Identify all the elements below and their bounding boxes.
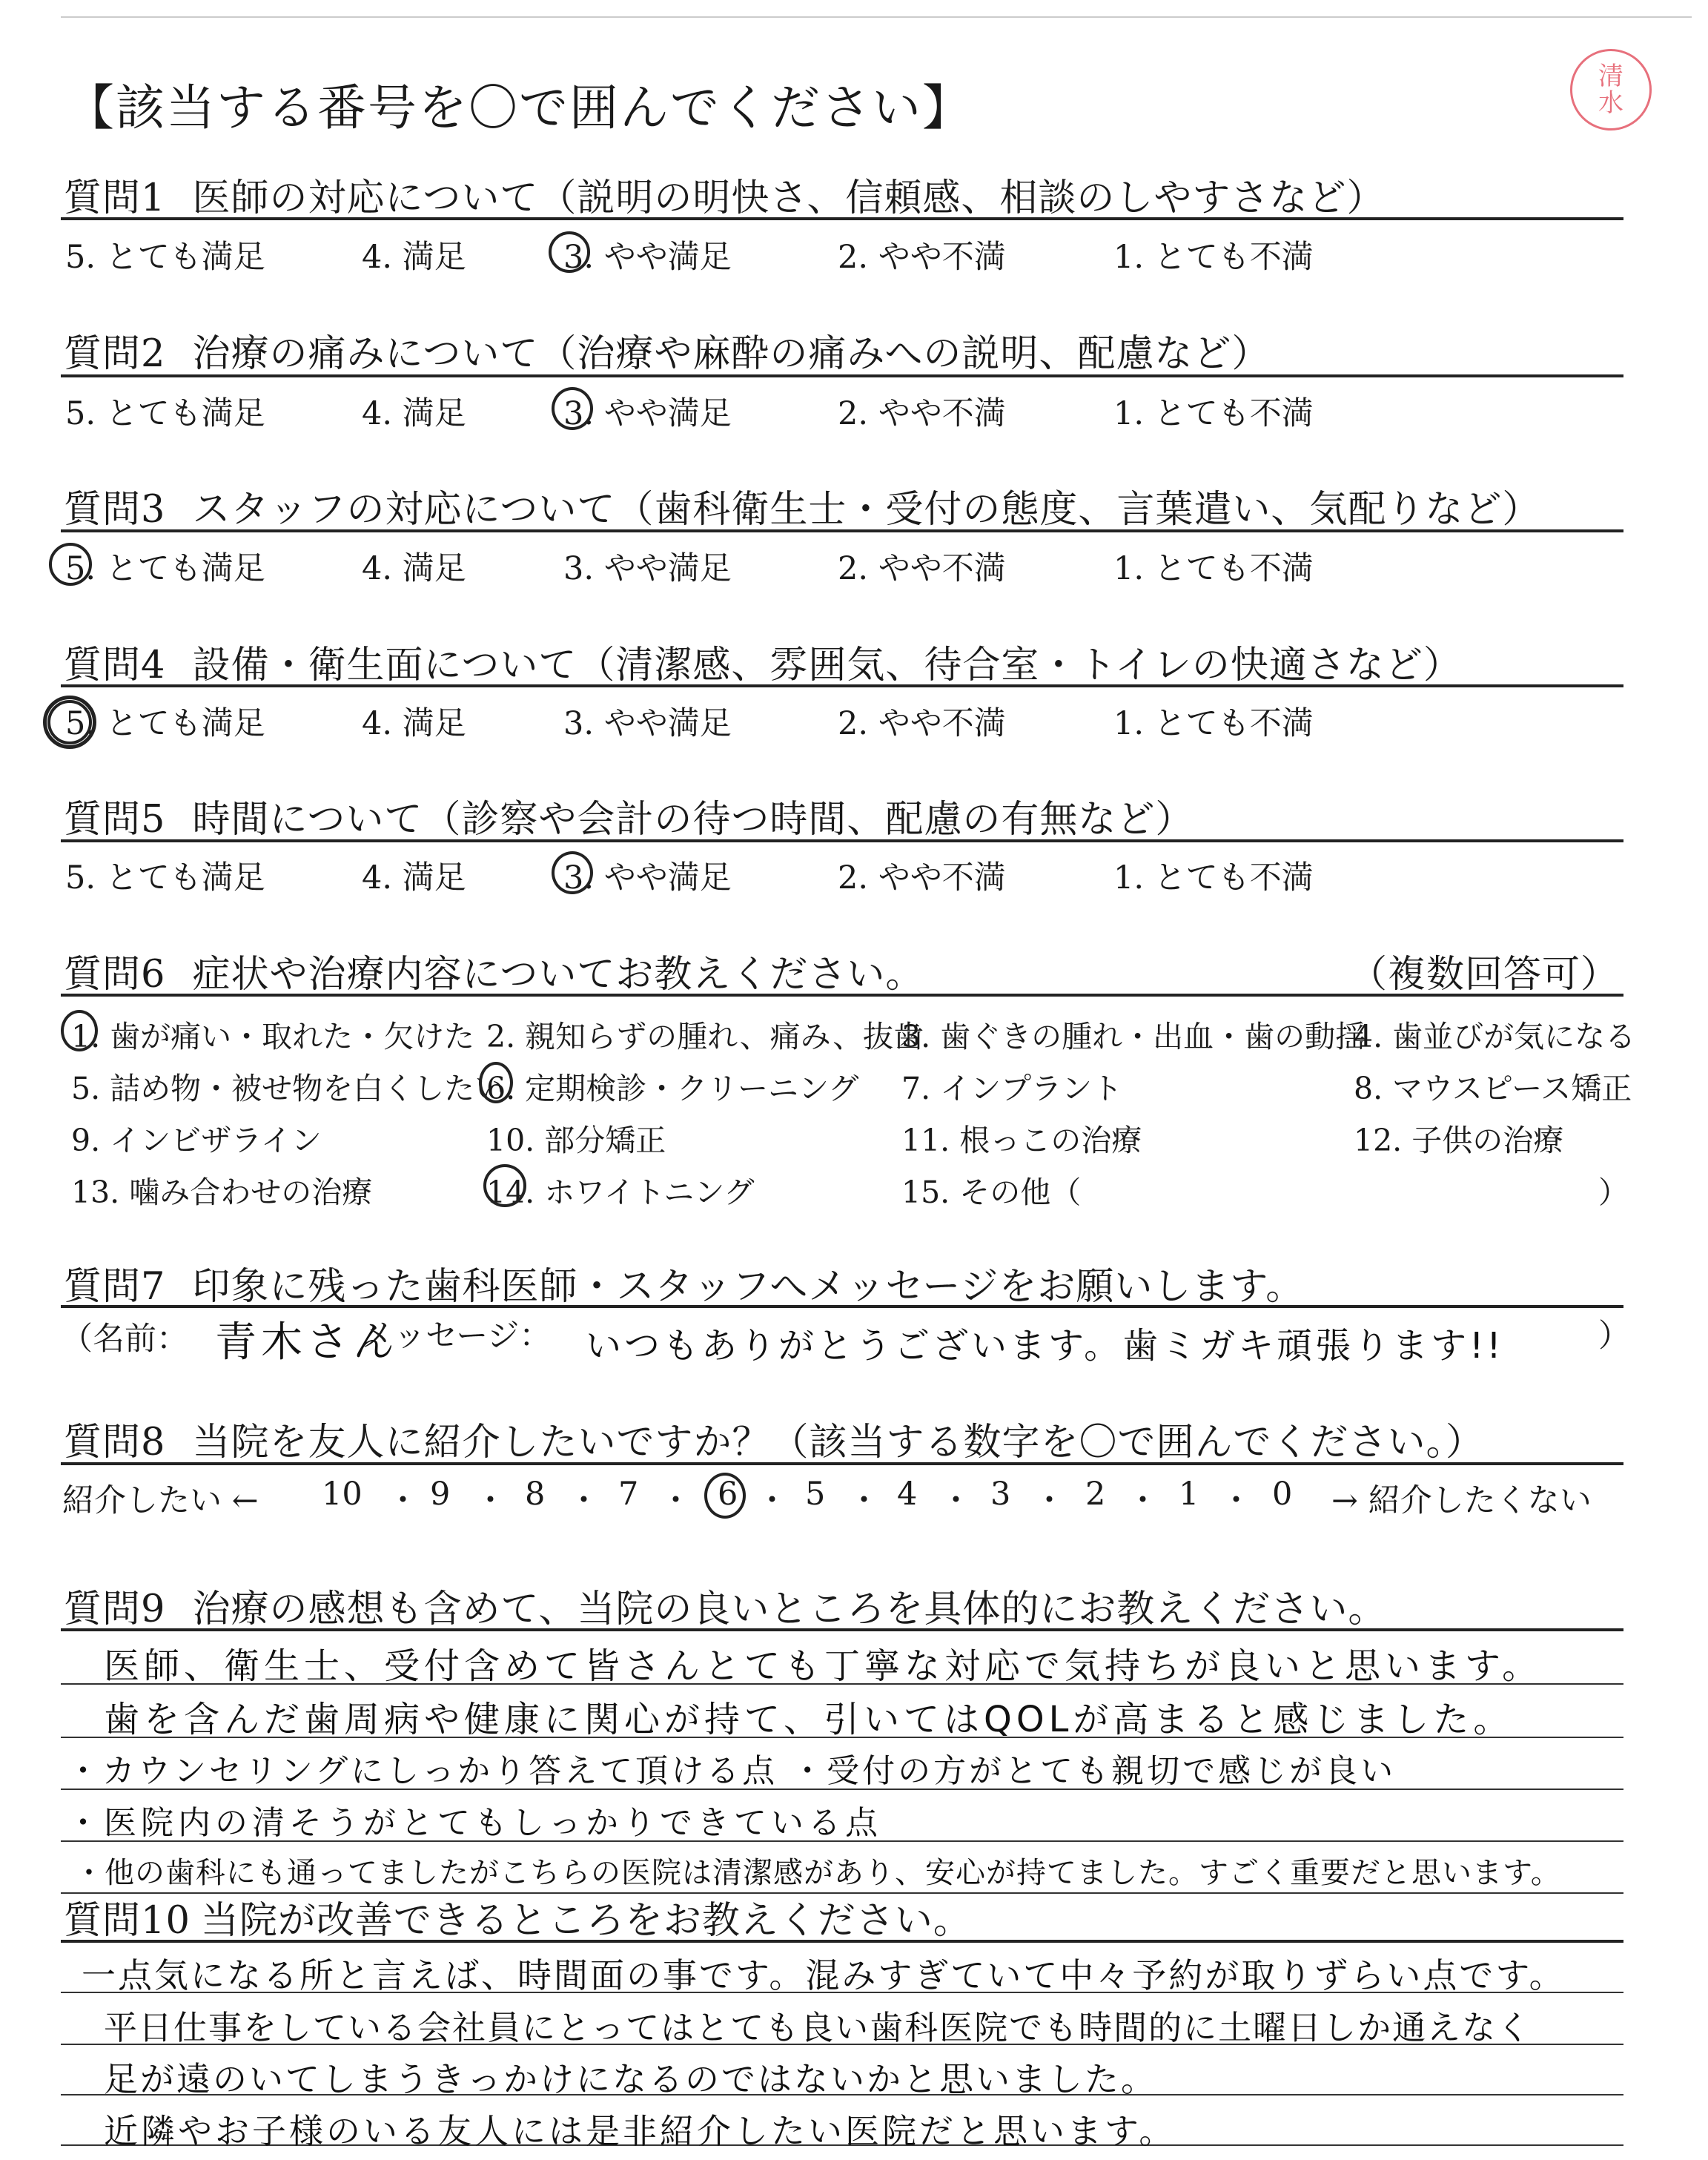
q2-text: 治療の痛みについて（治療や麻酔の痛みへの説明、配慮など） <box>192 332 1271 376</box>
q1-option-2[interactable]: 2. やや不満 <box>838 239 1006 276</box>
q9-answer-line-1[interactable]: 医師、衛生士、受付含めて皆さんとても丁寧な対応で気持ちが良いと思います。 <box>104 1645 1543 1687</box>
q4-title <box>64 634 1462 689</box>
q7-message-value[interactable]: いつもありがとうございます。歯ミガキ頑張ります!! <box>586 1325 1504 1367</box>
q5-label: 質問5 <box>64 798 166 842</box>
q3-title <box>64 478 1540 533</box>
q6-option-15[interactable]: 15. その他（ <box>901 1175 1082 1210</box>
q10-label: 質問10 <box>64 1899 191 1943</box>
q4-option-2[interactable]: 2. やや不満 <box>838 705 1006 742</box>
q5-text: 時間について（診察や会計の待つ時間、配慮の有無など） <box>192 798 1194 842</box>
q4-option-1[interactable]: 1. とても不満 <box>1113 705 1314 742</box>
q3-rule <box>61 529 1623 532</box>
q8-scale-6[interactable]: 6 <box>718 1476 738 1513</box>
q8-scale-4[interactable]: 4 <box>897 1476 918 1513</box>
q7-message-label: メッセージ： <box>362 1318 552 1355</box>
q8-sep: ・ <box>1127 1482 1159 1519</box>
q8-scale-8[interactable]: 8 <box>525 1476 546 1513</box>
q9-answer-line-5[interactable]: ・他の歯科にも通ってましたがこちらの医院は清潔感があり、安心が持てました。すごく重要だと思います。 <box>74 1856 1561 1890</box>
q9-label: 質問9 <box>64 1588 166 1631</box>
q8-sep: ・ <box>940 1482 972 1519</box>
q9-answer-line-4[interactable]: ・医院内の清そうがとてもしっかりできている点 <box>67 1804 882 1842</box>
q1-option-3[interactable]: 3. やや満足 <box>563 239 732 276</box>
q8-sep: ・ <box>1220 1482 1252 1519</box>
q2-option-4[interactable]: 4. 満足 <box>362 395 466 432</box>
q6-option-3[interactable]: 3. 歯ぐきの腫れ・出血・歯の動揺 <box>901 1019 1366 1054</box>
q8-sep: ・ <box>568 1482 600 1519</box>
q3-option-3[interactable]: 3. やや満足 <box>563 550 732 587</box>
q6-option-13[interactable]: 13. 噛み合わせの治療 <box>71 1175 373 1210</box>
q10-answer-line-1[interactable]: 一点気になる所と言えば、時間面の事です。混みすぎていて中々予約が取りずらい点です。 <box>82 1955 1566 1995</box>
q1-option-4[interactable]: 4. 満足 <box>362 239 466 276</box>
q1-text: 医師の対応について（説明の明快さ、信頼感、相談のしやすさなど） <box>192 176 1386 220</box>
q2-rule <box>61 374 1623 377</box>
q4-option-4[interactable]: 4. 満足 <box>362 705 466 742</box>
q6-option-8[interactable]: 8. マウスピース矯正 <box>1354 1071 1632 1106</box>
q8-scale-0[interactable]: 0 <box>1272 1476 1293 1513</box>
q6-option-9[interactable]: 9. インビザライン <box>71 1123 322 1158</box>
q4-option-5[interactable]: 5. とても満足 <box>65 705 265 742</box>
q6-option-2[interactable]: 2. 親知らずの腫れ、痛み、抜歯 <box>486 1019 924 1054</box>
q2-option-1[interactable]: 1. とても不満 <box>1113 395 1314 432</box>
q4-option-3[interactable]: 3. やや満足 <box>563 705 732 742</box>
q5-option-1[interactable]: 1. とても不満 <box>1113 859 1314 896</box>
q2-title <box>64 323 1270 377</box>
q6-option-5[interactable]: 5. 詰め物・被せ物を白くしたい <box>71 1071 506 1106</box>
top-border <box>61 16 1692 18</box>
q2-label: 質問2 <box>64 332 166 376</box>
q9-title <box>64 1578 1386 1633</box>
q3-text: スタッフの対応について（歯科衛生士・受付の態度、言葉遣い、気配りなど） <box>192 488 1541 532</box>
q6-option-1[interactable]: 1. 歯が痛い・取れた・欠けた <box>71 1019 475 1054</box>
q8-scale-2[interactable]: 2 <box>1085 1476 1106 1513</box>
q8-title <box>64 1411 1484 1466</box>
q7-name-value[interactable]: 青木さん <box>215 1318 399 1367</box>
q6-selection-circle-6 <box>479 1062 513 1103</box>
q8-left-label: 紹介したい ← <box>62 1482 259 1519</box>
page-title: 【該当する番号を〇で囲んでください】 <box>65 79 973 136</box>
q6-label: 質問6 <box>64 953 166 997</box>
q3-label: 質問3 <box>64 488 166 532</box>
q7-rule <box>61 1305 1623 1308</box>
q5-selection-circle <box>552 851 593 894</box>
q10-title <box>64 1889 972 1944</box>
q5-option-4[interactable]: 4. 満足 <box>362 859 466 896</box>
q1-label: 質問1 <box>64 176 166 220</box>
q8-scale-3[interactable]: 3 <box>990 1476 1011 1513</box>
q7-title <box>64 1255 1304 1310</box>
q8-sep: ・ <box>660 1482 692 1519</box>
q3-option-2[interactable]: 2. やや不満 <box>838 550 1006 587</box>
q10-answer-line-4[interactable]: 近隣やお子様のいる友人には是非紹介したい医院だと思います。 <box>104 2111 1176 2151</box>
q4-selection-circle-inner <box>47 700 92 744</box>
q2-option-5[interactable]: 5. とても満足 <box>65 395 265 432</box>
q9-answer-line-3[interactable]: ・カウンセリングにしっかり答えて頂ける点 ・受付の方がとても親切で感じが良い <box>67 1752 1397 1790</box>
q8-sep: ・ <box>387 1482 419 1519</box>
q5-option-5[interactable]: 5. とても満足 <box>65 859 265 896</box>
seal-stamp-text: 清水 <box>1598 62 1623 118</box>
q8-sep: ・ <box>1033 1482 1065 1519</box>
q6-selection-circle-1 <box>61 1010 98 1051</box>
q1-title <box>64 167 1385 222</box>
q10-text: 当院が改善できるところをお教えください。 <box>200 1899 972 1943</box>
q4-rule <box>61 684 1623 687</box>
q6-text: 症状や治療内容についてお教えください。 <box>192 953 924 997</box>
q8-scale-7[interactable]: 7 <box>618 1476 639 1513</box>
q6-option-10[interactable]: 10. 部分矯正 <box>486 1123 666 1158</box>
q1-rule <box>61 217 1623 220</box>
q3-option-1[interactable]: 1. とても不満 <box>1113 550 1314 587</box>
q6-option-14[interactable]: 14. ホワイトニング <box>486 1175 755 1210</box>
q9-text: 治療の感想も含めて、当院の良いところを具体的にお教えください。 <box>192 1588 1387 1631</box>
q6-option-12[interactable]: 12. 子供の治療 <box>1354 1123 1564 1158</box>
q10-rule <box>61 1940 1623 1943</box>
seal-stamp <box>1570 49 1652 131</box>
q6-option-11[interactable]: 11. 根っこの治療 <box>901 1123 1142 1158</box>
q3-selection-circle <box>49 543 92 586</box>
q8-right-label: → 紹介したくない <box>1331 1482 1592 1519</box>
q4-text: 設備・衛生面について（清潔感、雰囲気、待合室・トイレの快適さなど） <box>192 644 1462 687</box>
q8-scale-1[interactable]: 1 <box>1179 1476 1199 1513</box>
q5-title <box>64 788 1194 843</box>
q7-label: 質問7 <box>64 1265 166 1309</box>
q8-text: 当院を友人に紹介したいですか？（該当する数字を〇で囲んでください。） <box>192 1421 1484 1464</box>
q7-close-paren: ） <box>1598 1318 1630 1355</box>
q10-answer-line-2[interactable]: 平日仕事をしている会社員にとってはとても良い歯科医院でも時間的に土曜日しか通えなく <box>104 2008 1532 2047</box>
q6-option-6[interactable]: 6. 定期検診・クリーニング <box>486 1071 859 1106</box>
q6-title <box>64 943 924 998</box>
q1-option-1[interactable]: 1. とても不満 <box>1113 239 1314 276</box>
q7-name-label: （名前： <box>61 1321 188 1358</box>
q8-sep: ・ <box>756 1482 788 1519</box>
q6-selection-circle-14 <box>483 1164 526 1207</box>
q5-option-3[interactable]: 3. やや満足 <box>563 859 732 896</box>
q1-option-5[interactable]: 5. とても満足 <box>65 239 265 276</box>
q6-note: （複数回答可） <box>1349 953 1620 997</box>
q2-selection-circle <box>552 387 593 430</box>
q6-rule <box>61 994 1623 997</box>
q10-answer-line-3[interactable]: 足が遠のいてしまうきっかけになるのではないかと思いました。 <box>104 2059 1157 2099</box>
q8-label: 質問8 <box>64 1421 166 1464</box>
q2-option-3[interactable]: 3. やや満足 <box>563 395 732 432</box>
q8-sep: ・ <box>474 1482 506 1519</box>
q6-option-4[interactable]: 4. 歯並びが気になる <box>1354 1019 1636 1054</box>
q7-text: 印象に残った歯科医師・スタッフへメッセージをお願いします。 <box>192 1265 1305 1309</box>
q2-option-2[interactable]: 2. やや不満 <box>838 395 1006 432</box>
q8-scale-9[interactable]: 9 <box>430 1476 451 1513</box>
q8-rule <box>61 1462 1623 1465</box>
q9-rule <box>61 1628 1623 1631</box>
q4-label: 質問4 <box>64 644 166 687</box>
q5-rule <box>61 839 1623 842</box>
q3-option-5[interactable]: 5. とても満足 <box>65 550 265 587</box>
q9-answer-line-2[interactable]: 歯を含んだ歯周病や健康に関心が持て、引いてはQOLが高まると感じました。 <box>104 1699 1514 1740</box>
q8-sep: ・ <box>848 1482 880 1519</box>
q8-scale-5[interactable]: 5 <box>805 1476 826 1513</box>
q1-selection-circle <box>549 231 590 273</box>
q8-selection-circle <box>704 1473 746 1519</box>
q6-option-7[interactable]: 7. インプラント <box>901 1071 1123 1106</box>
q8-scale-10[interactable]: 10 <box>322 1476 363 1513</box>
q5-option-2[interactable]: 2. やや不満 <box>838 859 1006 896</box>
q3-option-4[interactable]: 4. 満足 <box>362 550 466 587</box>
q6-option-15-close: ） <box>1598 1175 1629 1210</box>
